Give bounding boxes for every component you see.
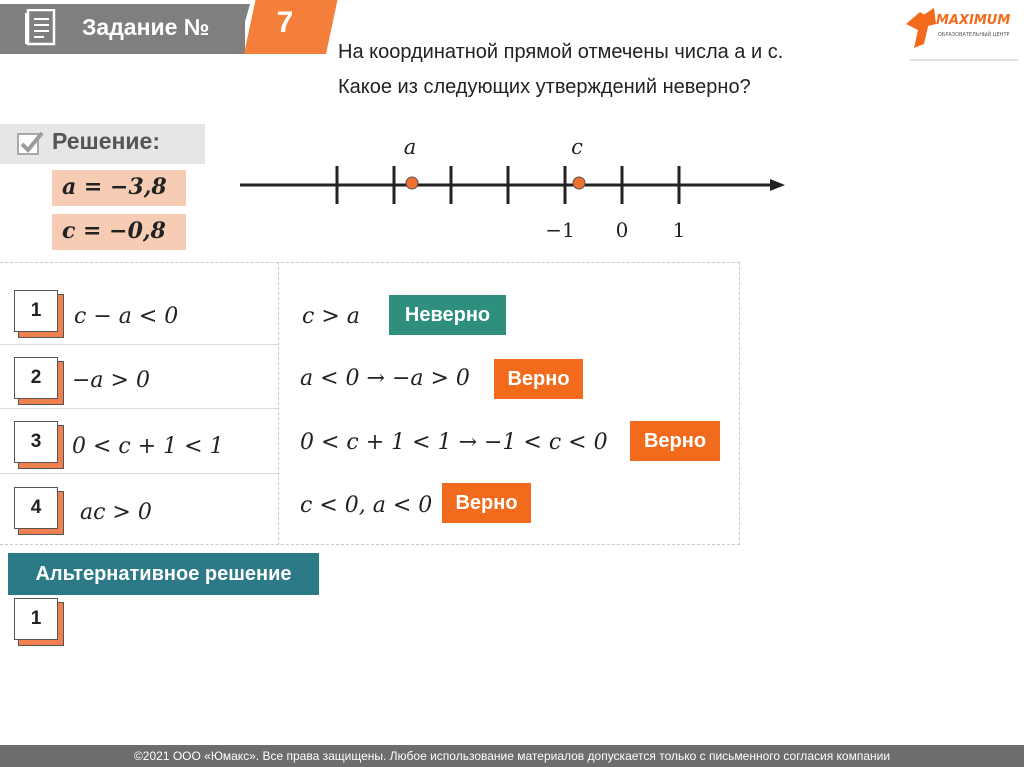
row-divider xyxy=(0,473,278,474)
document-icon xyxy=(24,9,58,47)
a-value: a = −3,8 xyxy=(62,174,167,200)
point-c-label: c xyxy=(571,135,583,159)
row-number-badge: 2 xyxy=(14,357,58,399)
row-number-badge: 3 xyxy=(14,421,58,463)
footer-copyright: ©2021 ООО «Юмакс». Все права защищены. Любое использование материалов допускается только с письменного согласия компании xyxy=(0,745,1024,767)
maximum-logo xyxy=(900,4,1018,62)
c-value: c = −0,8 xyxy=(62,218,166,244)
alternative-solution-button[interactable]: Альтернативное решение xyxy=(8,553,319,595)
logo-subtext: ОБРАЗОВАТЕЛЬНЫЙ ЦЕНТР xyxy=(938,32,1010,38)
logo-text: MAXIMUM xyxy=(936,13,1011,28)
row-3-verdict: Верно xyxy=(630,421,720,461)
solution-label: Решение: xyxy=(52,128,161,154)
row-4-reasoning: c < 0, a < 0 xyxy=(300,493,433,518)
row-3-statement: 0 < c + 1 < 1 xyxy=(72,434,224,459)
row-divider xyxy=(0,344,278,345)
row-number-badge: 4 xyxy=(14,487,58,529)
tick-label-minus1: −1 xyxy=(545,218,575,240)
point-a xyxy=(406,177,418,189)
row-1-verdict: Неверно xyxy=(389,295,506,335)
row-2-reasoning: a < 0 → −a > 0 xyxy=(300,366,470,391)
table-column-divider xyxy=(278,262,280,545)
checkbox-icon xyxy=(16,130,44,158)
point-c xyxy=(573,177,585,189)
question-line-2: Какое из следующих утверждений неверно? xyxy=(338,76,751,98)
tick-label-0: 0 xyxy=(615,218,629,240)
row-2-statement: −a > 0 xyxy=(72,368,150,393)
task-label: Задание № xyxy=(82,14,210,40)
alternative-number-badge: 1 xyxy=(14,598,58,640)
question-line-1: На координатной прямой отмечены числа a и c. xyxy=(338,41,784,63)
row-1-reasoning: c > a xyxy=(302,304,360,329)
number-line xyxy=(230,130,800,240)
point-a-label: a xyxy=(403,135,417,159)
row-2-verdict: Верно xyxy=(494,359,583,399)
row-divider xyxy=(0,408,278,409)
tick-label-1: 1 xyxy=(672,218,686,240)
number-line-arrow xyxy=(770,179,785,191)
row-number-badge: 1 xyxy=(14,290,58,332)
row-1-statement: c − a < 0 xyxy=(74,304,179,329)
row-3-reasoning: 0 < c + 1 < 1 → −1 < c < 0 xyxy=(300,430,608,455)
task-number: 7 xyxy=(276,6,294,39)
row-4-statement: ac > 0 xyxy=(80,500,152,525)
row-4-verdict: Верно xyxy=(442,483,531,523)
